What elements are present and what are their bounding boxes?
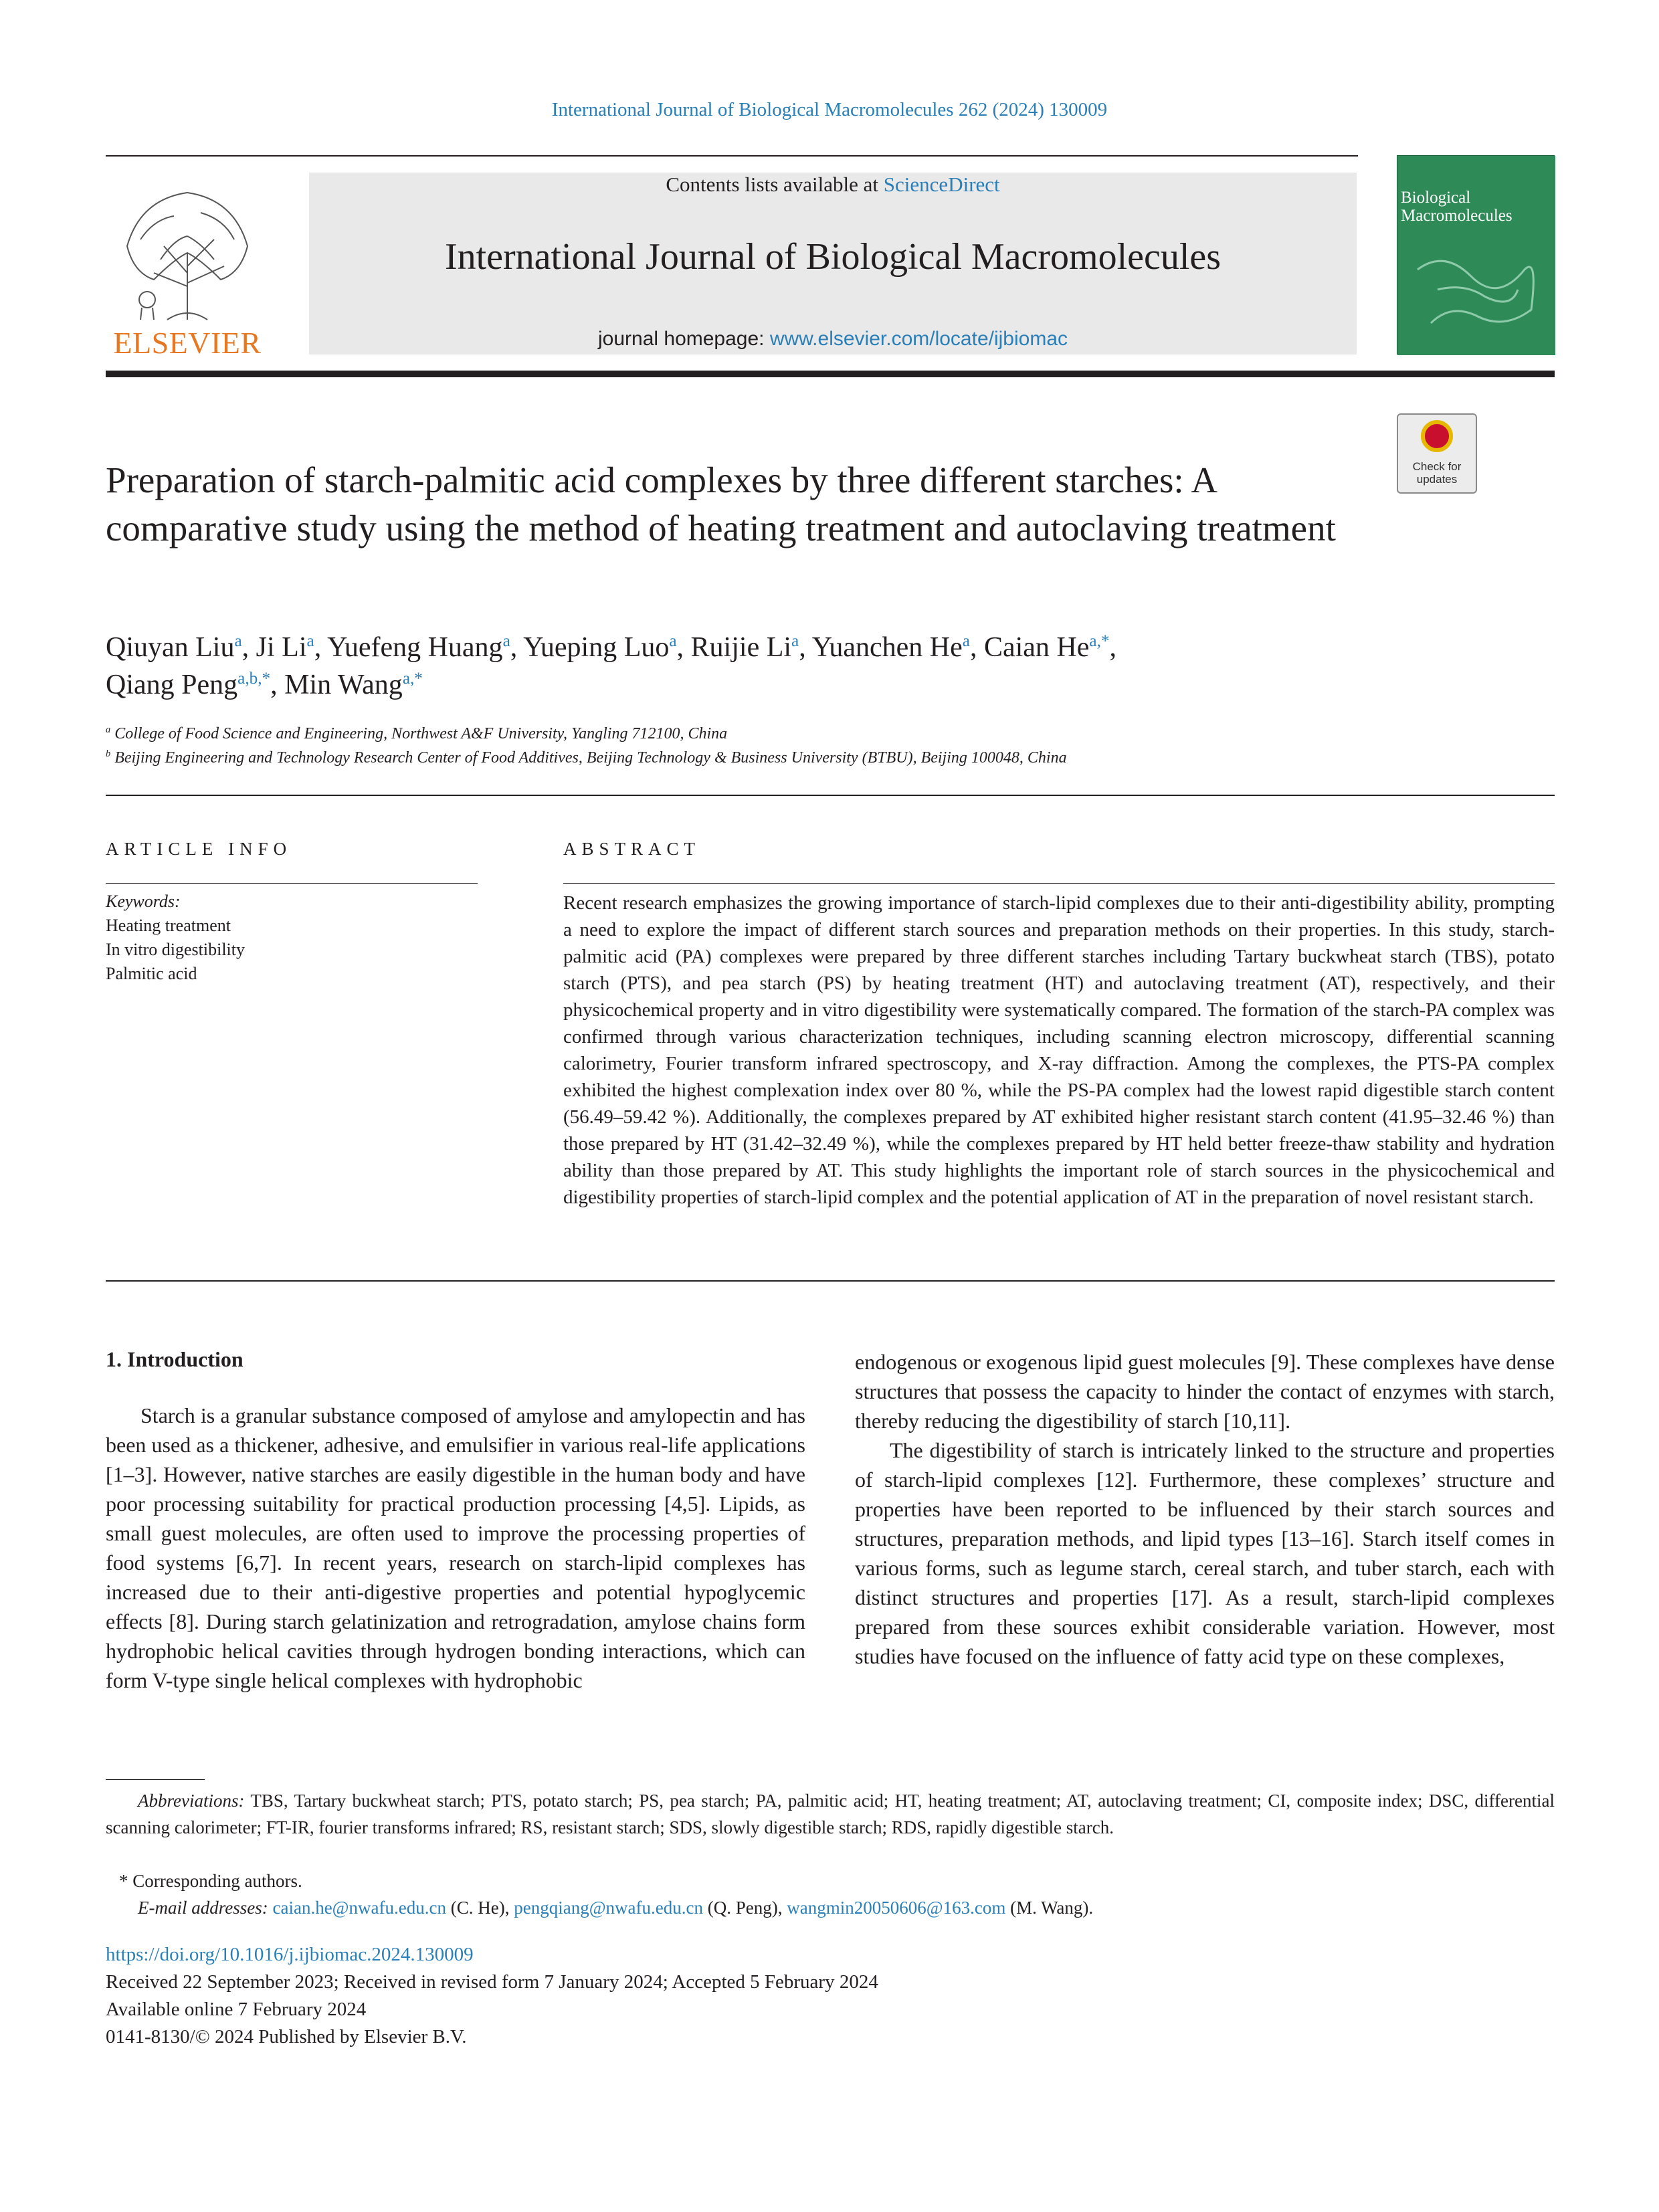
- author-name: Ji Li: [256, 632, 307, 663]
- abbreviations-footnote: [106, 1787, 1555, 1841]
- article-title: Preparation of starch-palmitic acid complexes by three different starches: A comparative study using the method of heating treatment and autoclaving treatment: [106, 460, 1336, 548]
- section-heading-introduction: 1. Introduction: [106, 1347, 243, 1371]
- corresponding-footnote: * Corresponding authors.: [119, 1871, 302, 1891]
- abbreviations-label: Abbreviations:: [138, 1791, 245, 1811]
- author-affil-mark[interactable]: a,b,*: [237, 670, 271, 688]
- author-affil-mark[interactable]: a,*: [1089, 632, 1110, 650]
- author-name: Yuefeng Huang: [327, 632, 503, 663]
- author-name: Yueping Luo: [523, 632, 670, 663]
- homepage-line: [309, 328, 1357, 350]
- contents-line: [309, 173, 1357, 197]
- affiliations-rule: [106, 795, 1555, 796]
- author-name: Min Wang: [284, 670, 403, 700]
- email-link[interactable]: wangmin20050606@163.com: [787, 1898, 1006, 1918]
- author-affil-mark[interactable]: a: [234, 632, 242, 650]
- elsevier-wordmark: ELSEVIER: [113, 326, 262, 360]
- available-online: Available online 7 February 2024: [106, 1999, 367, 2020]
- intro-paragraph: endogenous or exogenous lipid guest molecules [9]. These complexes have dense structures that possess the capacity to hinder the contact of enzymes with starch, thereby reducing the digestibility of starch [10,11].: [855, 1350, 1555, 1433]
- email-owner: (Q. Peng),: [703, 1898, 787, 1918]
- email-link[interactable]: caian.he@nwafu.edu.cn: [272, 1898, 446, 1918]
- check-updates-icon: [1421, 420, 1453, 452]
- intro-paragraph: The digestibility of starch is intricately linked to the structure and properties of starch-lipid complexes [12]. Furthermore, these complexes’ structure and properties have been reported to be influenced by their starch sources and structures, preparation methods, and lipid types [13–16]. Starch itself comes in various forms, such as legume starch, cereal starch, and tuber starch, each with distinct structures and properties [17]. As a result, starch-lipid complexes prepared from these sources exhibit considerable variation. However, most studies have focused on the influence of fatty acid type on these complexes,: [855, 1438, 1555, 1668]
- keyword-item: Heating treatment: [106, 916, 231, 935]
- email-owner: (C. He),: [446, 1898, 514, 1918]
- keywords-label: Keywords:: [106, 892, 181, 911]
- keyword-item: In vitro digestibility: [106, 940, 245, 959]
- footnote-rule: [106, 1779, 205, 1780]
- article-info-rule: [106, 883, 478, 884]
- author-name: Caian He: [983, 632, 1090, 663]
- author-name: Qiang Peng: [106, 670, 238, 700]
- affiliation-text: Beijing Engineering and Technology Research Center of Food Additives, Beijing Technology & Business University (BTBU), Beijing 100048, China: [114, 749, 1067, 767]
- email-label: E-mail addresses:: [138, 1898, 268, 1918]
- journal-title: International Journal of Biological Macromolecules: [444, 236, 1222, 278]
- received-dates: Received 22 September 2023; Received in revised form 7 January 2024; Accepted 5 February 2024: [106, 1971, 878, 1993]
- email-link[interactable]: pengqiang@nwafu.edu.cn: [514, 1898, 703, 1918]
- author-list: Qiuyan Liu$^a$, Ji Li$^a$, Yuefeng Huang$^a$, Yueping Luo$^a$, Ruijie Li$^a$, Yuanchen He$^a$, Caian $He^{a,*}$, Qiang Peng$^{a,b,*}$, Min Wang$^{a,*}$: [106, 632, 1116, 700]
- sciencedirect-link[interactable]: ScienceDirect: [883, 173, 1000, 196]
- affiliation-mark: b: [106, 748, 111, 759]
- header-thick-rule: [106, 371, 1555, 377]
- intro-column-right: [855, 1347, 1555, 1671]
- intro-paragraph: Starch is a granular substance composed of amylose and amylopectin and has been used as a thickener, adhesive, and emulsifier in various real-life applications [1–3]. However, native starches are easily digestible in the human body and have poor processing suitability for practical production processing [4,5]. Lipids, as small guest molecules, are often used to improve the processing properties of food systems [6,7]. In recent years, research on starch-lipid complexes has increased due to their anti-digestive properties and potential hypoglycemic effects [8]. During starch gelatinization and retrogradation, amylose chains form hydrophobic helical cavities through hydrogen bonding interactions, which can form V-type single helical complexes with hydrophobic: [106, 1403, 805, 1692]
- homepage-prefix: journal homepage:: [597, 328, 770, 350]
- author-name: Qiuyan Liu: [106, 632, 235, 663]
- cover-title: Biological Macromolecules: [1401, 189, 1512, 225]
- abbreviations-text: TBS, Tartary buckwheat starch; PTS, potato starch; PS, pea starch; PA, palmitic acid; HT, heating treatment; AT, autoclaving treatment; CI, composite index; DSC, differential scanning calorimeter; FT-IR, fourier transforms infrared; RS, resistant starch; SDS, slowly digestible starch; RDS, rapidly digestible starch.: [106, 1791, 1555, 1837]
- author-affil-mark[interactable]: a: [502, 632, 510, 650]
- doi-link[interactable]: https://doi.org/10.1016/j.ijbiomac.2024.130009: [106, 1944, 474, 1965]
- email-owner: (M. Wang).: [1005, 1898, 1094, 1918]
- keywords-block: [106, 890, 480, 986]
- abstract-text: Recent research emphasizes the growing importance of starch-lipid complexes due to their anti-digestibility ability, prompting a need to explore the impact of different starch sources and preparation methods on their properties. In this study, starch-palmitic acid (PA) complexes were prepared by three different starches including Tartary buckwheat starch (TBS), potato starch (PTS), and pea starch (PS) by heating treatment (HT) and autoclaving treatment (AT), respectively, and their physicochemical property and in vitro digestibility were systematically compared. The formation of the starch-PA complex was confirmed through various characterization techniques, including scanning electron microscopy, differential scanning calorimetry, Fourier transform infrared spectroscopy, and X-ray diffraction. Among the complexes, the PTS-PA complex exhibited the highest complexation index over 80 %, while the PS-PA complex had the lowest rapid digestible starch content (56.49–59.42 %). Additionally, the complexes prepared by AT exhibited higher resistant starch content (41.95–32.46 %) than those prepared by HT (31.42–32.49 %), while the complexes prepared by HT held better freeze-thaw stability and hydration ability than those prepared by AT. This study highlights the important role of starch sources in the physicochemical and digestibility properties of starch-lipid complex and the potential application of AT in the preparation of novel resistant starch.: [563, 892, 1555, 1208]
- abstract-rule: [563, 883, 1555, 884]
- affiliation-a: [106, 725, 1555, 743]
- running-header[interactable]: International Journal of Biological Macromolecules 262 (2024) 130009: [551, 99, 1108, 120]
- abstract-heading: ABSTRACT: [563, 839, 701, 859]
- check-updates-label[interactable]: Check for updates: [1412, 460, 1462, 486]
- journal-cover-image: [1397, 155, 1555, 355]
- abstract-bottom-rule: [106, 1280, 1555, 1282]
- affiliation-mark: a: [106, 724, 111, 735]
- contents-prefix: Contents lists available at: [666, 173, 884, 196]
- homepage-link[interactable]: www.elsevier.com/locate/ijbiomac: [769, 328, 1068, 350]
- email-footnote: [138, 1894, 1093, 1921]
- author-affil-mark[interactable]: a: [962, 632, 970, 650]
- header-top-rule: [106, 155, 1358, 157]
- author-affil-mark[interactable]: a: [791, 632, 799, 650]
- publication-info: [106, 1941, 1243, 2051]
- article-info-heading: ARTICLE INFO: [106, 839, 292, 859]
- author-affil-mark[interactable]: a,*: [402, 670, 423, 688]
- author-affil-mark[interactable]: a: [669, 632, 677, 650]
- copyright-line: 0141-8130/© 2024 Published by Elsevier B.V.: [106, 2026, 467, 2047]
- author-name: Ruijie Li: [690, 632, 792, 663]
- intro-column-left: [106, 1401, 805, 1695]
- affiliation-b: [106, 749, 1555, 767]
- author-name: Yuanchen He: [811, 632, 963, 663]
- affiliation-text: College of Food Science and Engineering, Northwest A&F University, Yangling 712100, China: [114, 725, 728, 742]
- author-affil-mark[interactable]: a: [306, 632, 314, 650]
- keyword-item: Palmitic acid: [106, 964, 197, 983]
